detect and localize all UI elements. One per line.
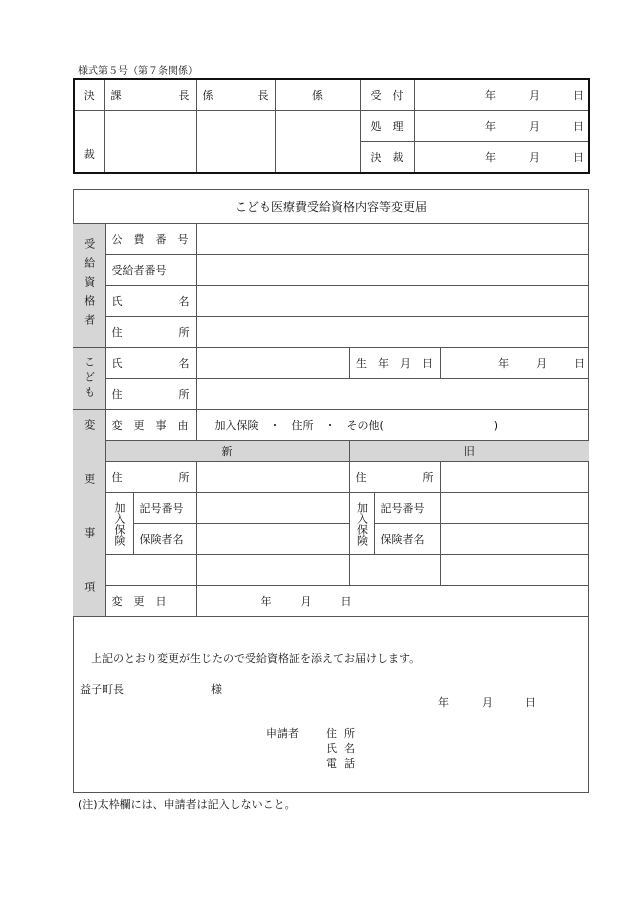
old-address-label: 住 所: [349, 462, 440, 493]
change-reason-options[interactable]: 加入保険 ・ 住所 ・ その他( ): [196, 410, 589, 441]
approval-table: [73, 78, 590, 174]
birth-date-label: 生 年 月 日: [349, 348, 440, 379]
child-section-label: こども: [73, 348, 105, 410]
recipient-address-field[interactable]: [196, 317, 589, 348]
decided-label: 決 裁: [360, 142, 414, 174]
applicant-phone-label: 電 話: [326, 757, 355, 770]
statement-text: 上記のとおり変更が生じたので受給資格証を添えてお届けします。: [91, 652, 421, 665]
sama-label: 様: [211, 683, 222, 696]
received-label: 受 付: [360, 79, 414, 111]
processed-label: 処 理: [360, 111, 414, 142]
child-name-label: 氏 名: [105, 348, 196, 379]
old-address-field[interactable]: [440, 462, 589, 493]
new-symbol-field[interactable]: [196, 493, 349, 524]
old-insurance-label: 加入保険: [349, 493, 374, 555]
applicant-name-label: 氏 名: [326, 742, 355, 755]
kakaricho-stamp[interactable]: [196, 111, 275, 174]
form-title: こども医療費受給資格内容等変更届: [73, 189, 589, 224]
received-date[interactable]: 年 月 日: [414, 79, 589, 111]
mayor-label: 益子町長: [80, 683, 124, 696]
old-extra-label[interactable]: [349, 555, 440, 586]
recipient-number-label: 受給者番号: [105, 255, 196, 286]
processed-date[interactable]: 年 月 日: [414, 111, 589, 142]
approval-label-top: 決: [74, 79, 104, 111]
recipient-name-field[interactable]: [196, 286, 589, 317]
approval-label-bottom: 裁: [74, 111, 104, 174]
public-number-label: 公 費 番 号: [105, 224, 196, 255]
old-symbol-field[interactable]: [440, 493, 589, 524]
birth-date-field[interactable]: 年 月 日: [440, 348, 589, 379]
new-symbol-label: 記号番号: [133, 493, 196, 524]
change-date-field[interactable]: 年 月 日: [196, 586, 589, 617]
new-insurer-label: 保険者名: [133, 524, 196, 555]
kakari-header: 係: [275, 79, 360, 111]
child-address-label: 住 所: [105, 379, 196, 410]
new-extra-field[interactable]: [196, 555, 349, 586]
new-header: 新: [105, 441, 349, 462]
applicant-address-label: 住 所: [326, 727, 355, 740]
recipient-section-label: 受給資格者: [73, 224, 105, 348]
submit-year-label: 年: [438, 696, 449, 709]
kacho-stamp[interactable]: [104, 111, 196, 174]
public-number-field[interactable]: [196, 224, 589, 255]
change-form-table: [73, 189, 589, 617]
kakari-stamp[interactable]: [275, 111, 360, 174]
old-insurer-label: 保険者名: [374, 524, 440, 555]
new-extra-label[interactable]: [105, 555, 196, 586]
kakaricho-header: 係 長: [196, 79, 275, 111]
decided-date[interactable]: 年 月 日: [414, 142, 589, 174]
submit-month-label: 月: [482, 696, 493, 709]
old-header: 旧: [349, 441, 589, 462]
change-section-label: 変 更 事 項: [73, 410, 105, 617]
recipient-number-field[interactable]: [196, 255, 589, 286]
recipient-name-label: 氏 名: [105, 286, 196, 317]
new-insurer-field[interactable]: [196, 524, 349, 555]
new-address-label: 住 所: [105, 462, 196, 493]
old-insurer-field[interactable]: [440, 524, 589, 555]
new-address-field[interactable]: [196, 462, 349, 493]
new-insurance-label: 加入保険: [105, 493, 133, 555]
change-date-label: 変 更 日: [105, 586, 196, 617]
footnote: (注)太枠欄には、申請者は記入しないこと。: [78, 798, 296, 811]
recipient-address-label: 住 所: [105, 317, 196, 348]
form-number: 様式第５号（第７条関係）: [78, 66, 198, 77]
submit-day-label: 日: [525, 696, 536, 709]
old-symbol-label: 記号番号: [374, 493, 440, 524]
applicant-label: 申請者: [266, 727, 299, 740]
child-address-field[interactable]: [196, 379, 589, 410]
old-extra-field[interactable]: [440, 555, 589, 586]
child-name-field[interactable]: [196, 348, 349, 379]
change-reason-label: 変 更 事 由: [105, 410, 196, 441]
kacho-header: 課 長: [104, 79, 196, 111]
